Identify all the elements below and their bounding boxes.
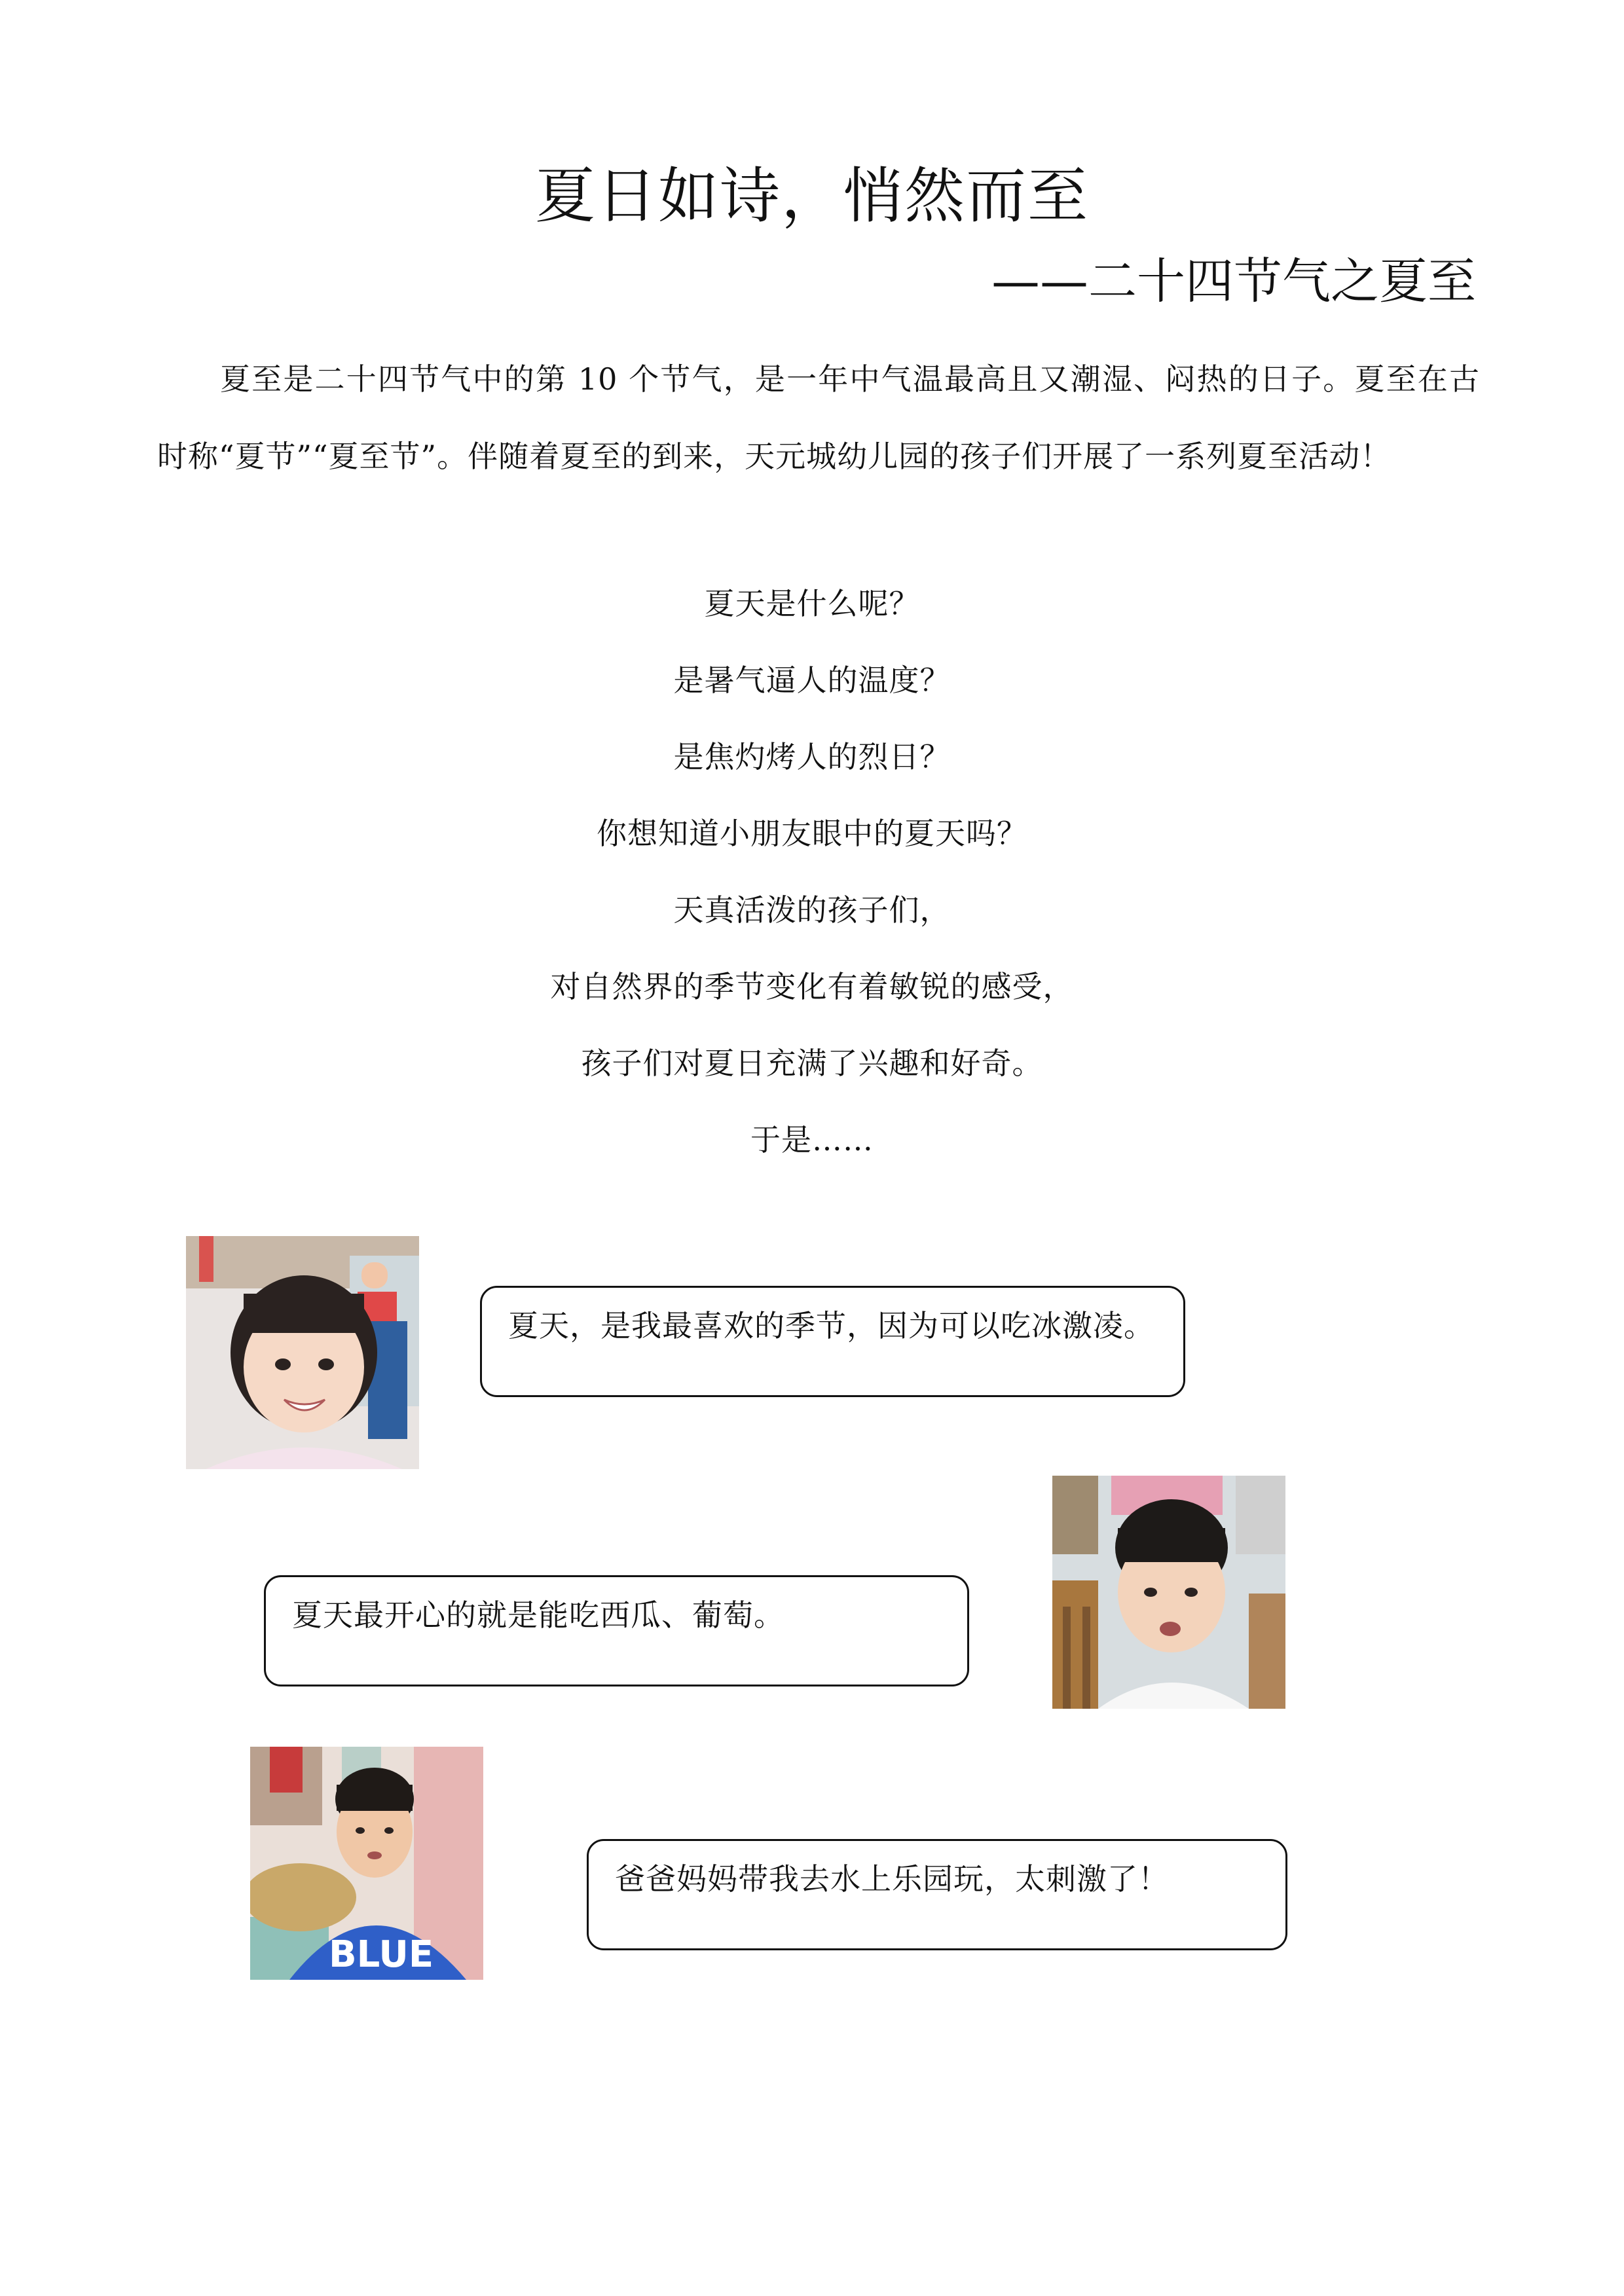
poem — [0, 566, 1624, 1178]
poem-line: 对自然界的季节变化有着敏锐的感受， — [550, 969, 1074, 1004]
boy-white-shirt-photo — [1052, 1476, 1285, 1709]
poem-line: 你想知道小朋友眼中的夏天吗？ — [597, 816, 1027, 851]
poem-line: 孩子们对夏日充满了兴趣和好奇。 — [581, 1046, 1043, 1081]
intro-paragraph: 夏至是二十四节气中的第 10 个节气，是一年中气温最高且又潮湿、闷热的日子。夏至在古时称“夏节”“夏至节”。伴随着夏至的到来，天元城幼儿园的孩子们开展了一系列夏至活动！ — [157, 361, 1480, 474]
svg-text:BLUE: BLUE — [329, 1933, 434, 1976]
poem-line: 于是…… — [750, 1122, 874, 1157]
page-subtitle: ——二十四节气之夏至 — [991, 253, 1476, 310]
page-title: 夏日如诗，悄然而至 — [534, 161, 1089, 231]
poem-line: 天真活泼的孩子们， — [673, 892, 951, 928]
boy-blue-shirt-photo — [250, 1747, 483, 1980]
poem-line: 是暑气逼人的温度？ — [673, 663, 951, 698]
quote-bubble: 爸爸妈妈带我去水上乐园玩，太刺激了！ — [587, 1839, 1287, 1950]
quote-bubble: 夏天最开心的就是能吃西瓜、葡萄。 — [264, 1575, 969, 1686]
girl-photo — [186, 1236, 419, 1469]
quote-bubble: 夏天，是我最喜欢的季节，因为可以吃冰激凌。 — [480, 1286, 1185, 1397]
poem-line: 是焦灼烤人的烈日？ — [673, 739, 951, 774]
poem-line: 夏天是什么呢？ — [704, 586, 920, 621]
